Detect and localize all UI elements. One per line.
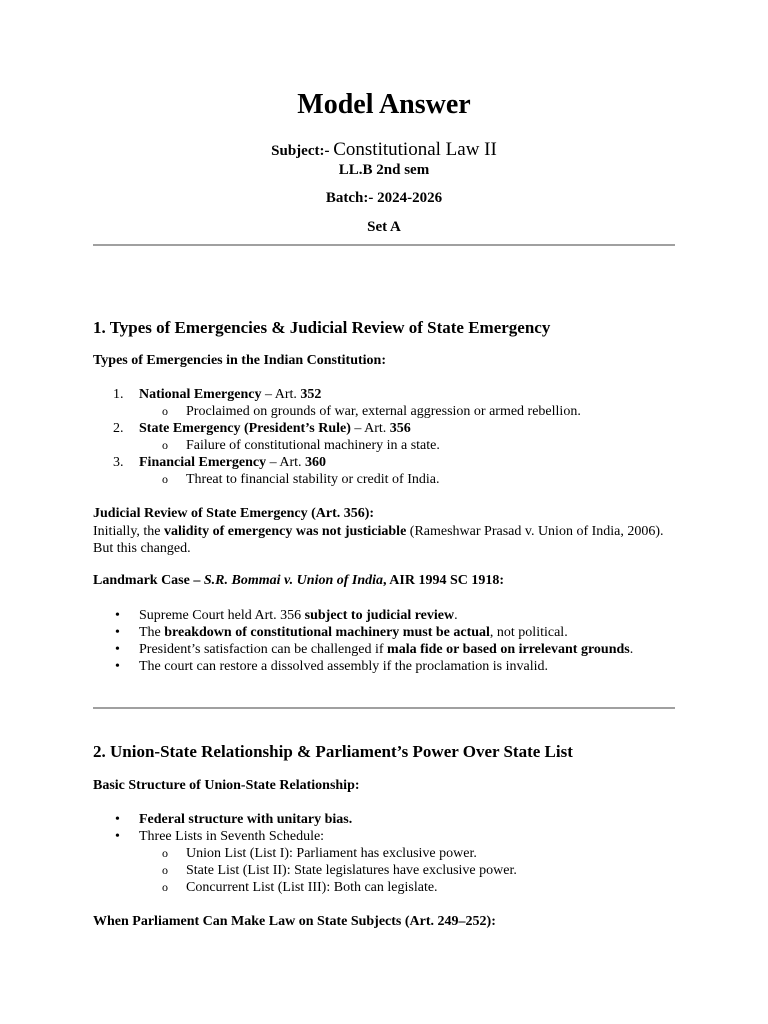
point-text: President’s satisfaction can be challenged if <box>139 642 388 657</box>
point-bold: Federal structure with unitary bias. <box>139 812 353 827</box>
bullet-icon: • <box>115 642 120 657</box>
sub-bullet-icon: o <box>162 880 168 894</box>
q2-when-heading: When Parliament Can Make Law on State Subjects (Art. 249–252): <box>93 914 496 929</box>
list-item <box>93 420 675 437</box>
point-bold: breakdown of constitutional machinery must be actual <box>164 625 490 640</box>
case-prefix: Landmark Case – <box>93 573 204 588</box>
point-text: Supreme Court held Art. 356 <box>139 608 305 623</box>
sub-bullet-icon: o <box>162 472 168 486</box>
union-state-list <box>93 811 675 896</box>
list-number: 2. <box>113 421 124 436</box>
bullet-icon: • <box>115 659 120 674</box>
list-item <box>93 454 675 471</box>
sub-list-item <box>93 471 675 488</box>
sub-list-item <box>93 845 675 862</box>
divider <box>93 244 675 246</box>
sub-list-item <box>93 437 675 454</box>
list-number: 3. <box>113 455 124 470</box>
schedule-list-text: State List (List II): State legislatures have exclusive power. <box>186 863 517 878</box>
point-text-post: . <box>454 608 458 623</box>
q1-case-heading <box>93 572 504 590</box>
emergency-detail: Threat to financial stability or credit of India. <box>186 472 440 487</box>
subject-label: Subject:- <box>271 143 334 159</box>
sub-bullet-icon: o <box>162 438 168 452</box>
sub-bullet-icon: o <box>162 404 168 418</box>
divider <box>93 707 675 709</box>
case-name: S.R. Bommai v. Union of India <box>203 573 384 588</box>
sub-list-item <box>93 403 675 420</box>
article-number: 352 <box>300 387 322 402</box>
bommai-points-list <box>93 607 675 675</box>
subject-value: Constitutional Law II <box>333 139 497 160</box>
bullet-icon: • <box>115 812 120 827</box>
page-title: Model Answer <box>297 89 471 120</box>
review-text-post: (Rameshwar Prasad v. Union of India, 2006). But this changed. <box>93 524 664 556</box>
article-prefix: – Art. <box>350 421 390 436</box>
sub-list-item <box>93 879 675 896</box>
course-line: LL.B 2nd sem <box>338 162 430 178</box>
article-number: 360 <box>305 455 327 470</box>
emergency-detail: Failure of constitutional machinery in a state. <box>186 438 440 453</box>
case-citation: , AIR 1994 SC 1918: <box>383 573 505 588</box>
article-number: 356 <box>389 421 411 436</box>
sub-bullet-icon: o <box>162 846 168 860</box>
list-item <box>93 641 675 658</box>
point-text: The <box>139 625 165 640</box>
list-item <box>93 624 675 641</box>
point-text-post: . <box>629 642 634 657</box>
schedule-list-text: Union List (List I): Parliament has exclusive power. <box>186 846 477 861</box>
review-text-bold: validity of emergency was not justiciable <box>164 524 407 539</box>
set-line: Set A <box>367 219 401 235</box>
bullet-icon: • <box>115 625 120 640</box>
q1-heading: 1. Types of Emergencies & Judicial Review of State Emergency <box>93 318 551 337</box>
point-bold: subject to judicial review <box>304 608 455 623</box>
emergency-detail: Proclaimed on grounds of war, external aggression or armed rebellion. <box>186 404 581 419</box>
emergency-name: Financial Emergency <box>139 455 267 470</box>
q1-review-paragraph <box>93 523 675 557</box>
list-item <box>93 386 675 403</box>
point-text: Three Lists in Seventh Schedule: <box>139 829 325 844</box>
point-bold: mala fide or based on irrelevant grounds <box>387 642 630 657</box>
bullet-icon: • <box>115 829 120 844</box>
article-prefix: – Art. <box>266 455 306 470</box>
emergency-types-list <box>93 386 675 488</box>
list-item <box>93 811 675 828</box>
list-item <box>93 658 675 675</box>
q2-basic-heading: Basic Structure of Union-State Relationship: <box>93 778 360 793</box>
schedule-list-text: Concurrent List (List III): Both can legislate. <box>186 880 438 895</box>
list-item <box>93 607 675 624</box>
list-number: 1. <box>113 387 124 402</box>
bullet-icon: • <box>115 608 120 623</box>
sub-list-item <box>93 862 675 879</box>
sub-bullet-icon: o <box>162 863 168 877</box>
batch-line: Batch:- 2024-2026 <box>325 190 443 206</box>
point-text: The court can restore a dissolved assembly if the proclamation is invalid. <box>139 659 548 674</box>
q1-review-heading: Judicial Review of State Emergency (Art. 356): <box>93 506 375 521</box>
q1-types-heading: Types of Emergencies in the Indian Constitution: <box>93 353 386 368</box>
article-prefix: – Art. <box>261 387 301 402</box>
list-item <box>93 828 675 845</box>
q2-heading: 2. Union-State Relationship & Parliament’s Power Over State List <box>93 742 573 761</box>
emergency-name: National Emergency <box>139 387 262 402</box>
emergency-name: State Emergency (President’s Rule) <box>139 421 351 436</box>
point-text-post: , not political. <box>489 625 568 640</box>
review-text-pre: Initially, the <box>93 524 165 539</box>
